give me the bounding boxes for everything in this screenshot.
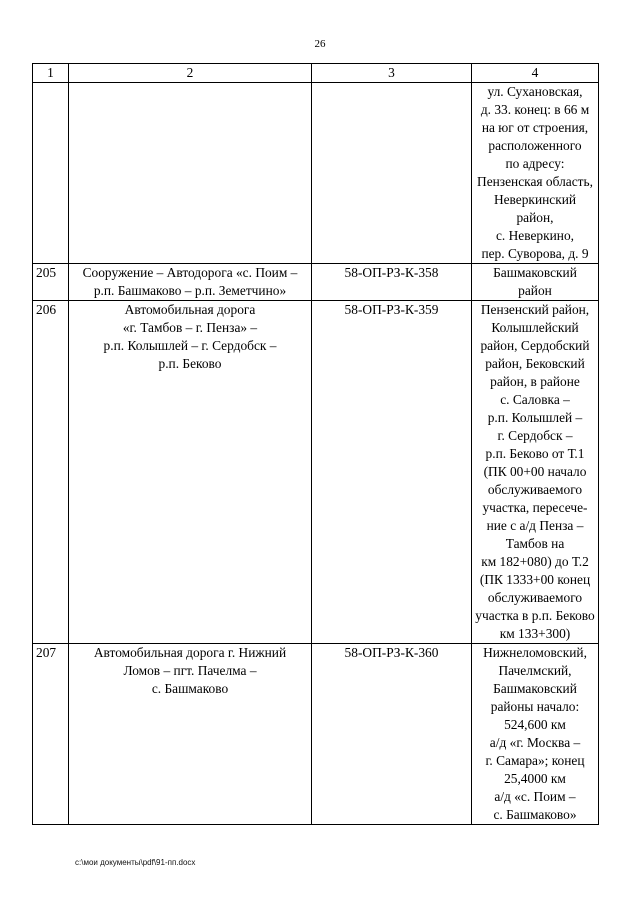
number-cell: [33, 83, 69, 264]
location-line: Пензенская область,: [477, 174, 593, 189]
code-cell: [312, 83, 472, 264]
name-cell: [69, 83, 312, 264]
name-cell: [69, 264, 312, 301]
location-line: Нижнеломовский,: [483, 645, 587, 660]
name-line: Сооружение – Автодорога «с. Поим –: [82, 265, 298, 280]
location-line: Пензенский район,: [480, 302, 590, 317]
code-cell: 58-ОП-РЗ-К-359: [312, 301, 472, 644]
location-line: Колышлейский: [491, 320, 579, 335]
location-line: Башмаковский: [493, 681, 577, 696]
column-header-2: 2: [69, 64, 312, 83]
location-line: Тамбов на: [505, 536, 565, 551]
number-cell: 205: [33, 264, 69, 301]
location-line: расположенного: [488, 138, 582, 153]
file-path-footer: c:\мои документы\pdf\91-пп.docx: [75, 858, 196, 867]
location-line: ние с а/д Пенза –: [486, 518, 584, 533]
code-cell: 58-ОП-РЗ-К-358: [312, 264, 472, 301]
name-cell: [69, 301, 312, 644]
location-line: км 133+300): [499, 626, 571, 641]
location-line: а/д «г. Москва –: [489, 735, 581, 750]
location-line: д. 33. конец: в 66 м: [480, 102, 590, 117]
roads-table: [32, 63, 599, 825]
location-line: обслуживаемого: [487, 590, 583, 605]
table-header-row: [33, 64, 599, 83]
name-line: Ломов – пгт. Пачелма –: [123, 663, 257, 678]
name-line: с. Башмаково: [151, 681, 229, 696]
location-line: участка, пересече-: [482, 500, 588, 515]
name-line: р.п. Беково: [158, 356, 222, 371]
location-line: участка в р.п. Беково: [475, 608, 595, 623]
table-row-205: [33, 264, 599, 301]
location-line: (ПК 00+00 начало: [483, 464, 587, 479]
name-line: Автомобильная дорога: [124, 302, 256, 317]
table-row-206: [33, 301, 599, 644]
location-cell: [472, 83, 599, 264]
table-row-continuation: [33, 83, 599, 264]
location-line: по адресу:: [505, 156, 565, 171]
location-line: с. Неверкино,: [495, 228, 575, 243]
name-line: р.п. Колышлей – г. Сердобск –: [103, 338, 277, 353]
location-line: Башмаковский: [493, 265, 577, 280]
location-cell: [472, 644, 599, 825]
location-line: 25,4000 км: [504, 771, 566, 786]
name-cell: [69, 644, 312, 825]
location-line: район,: [516, 210, 554, 225]
location-line: г. Самара»; конец: [485, 753, 585, 768]
location-line: Пачелмский,: [498, 663, 572, 678]
location-line: районы начало:: [490, 699, 580, 714]
location-line: пер. Суворова, д. 9: [481, 246, 589, 261]
location-line: район, Бековский: [485, 356, 585, 371]
column-header-4: 4: [472, 64, 599, 83]
name-line: р.п. Башмаково – р.п. Земетчино»: [93, 283, 287, 298]
name-line: «г. Тамбов – г. Пенза» –: [122, 320, 258, 335]
page-number: 26: [314, 38, 326, 50]
location-line: обслуживаемого: [487, 482, 583, 497]
location-line: район, в районе: [490, 374, 580, 389]
location-line: Неверкинский: [493, 192, 577, 207]
location-cell: [472, 264, 599, 301]
location-line: р.п. Беково от Т.1: [485, 446, 585, 461]
location-line: 524,600 км: [504, 717, 566, 732]
location-line: км 182+080) до Т.2: [481, 554, 589, 569]
code-cell: 58-ОП-РЗ-К-360: [312, 644, 472, 825]
location-line: р.п. Колышлей –: [487, 410, 583, 425]
location-line: район, Сердобский: [480, 338, 590, 353]
number-cell: 206: [33, 301, 69, 644]
location-line: с. Саловка –: [500, 392, 570, 407]
location-line: район: [518, 283, 552, 298]
location-cell: [472, 301, 599, 644]
location-line: с. Башмаково»: [493, 807, 577, 822]
location-line: на юг от строения,: [481, 120, 589, 135]
name-line: Автомобильная дорога г. Нижний: [93, 645, 287, 660]
location-line: г. Сердобск –: [497, 428, 573, 443]
location-line: (ПК 1333+00 конец: [479, 572, 591, 587]
number-cell: 207: [33, 644, 69, 825]
location-line: ул. Сухановская,: [487, 84, 583, 99]
table-row-207: [33, 644, 599, 825]
column-header-1: 1: [33, 64, 69, 83]
location-line: а/д «с. Поим –: [494, 789, 576, 804]
column-header-3: 3: [312, 64, 472, 83]
